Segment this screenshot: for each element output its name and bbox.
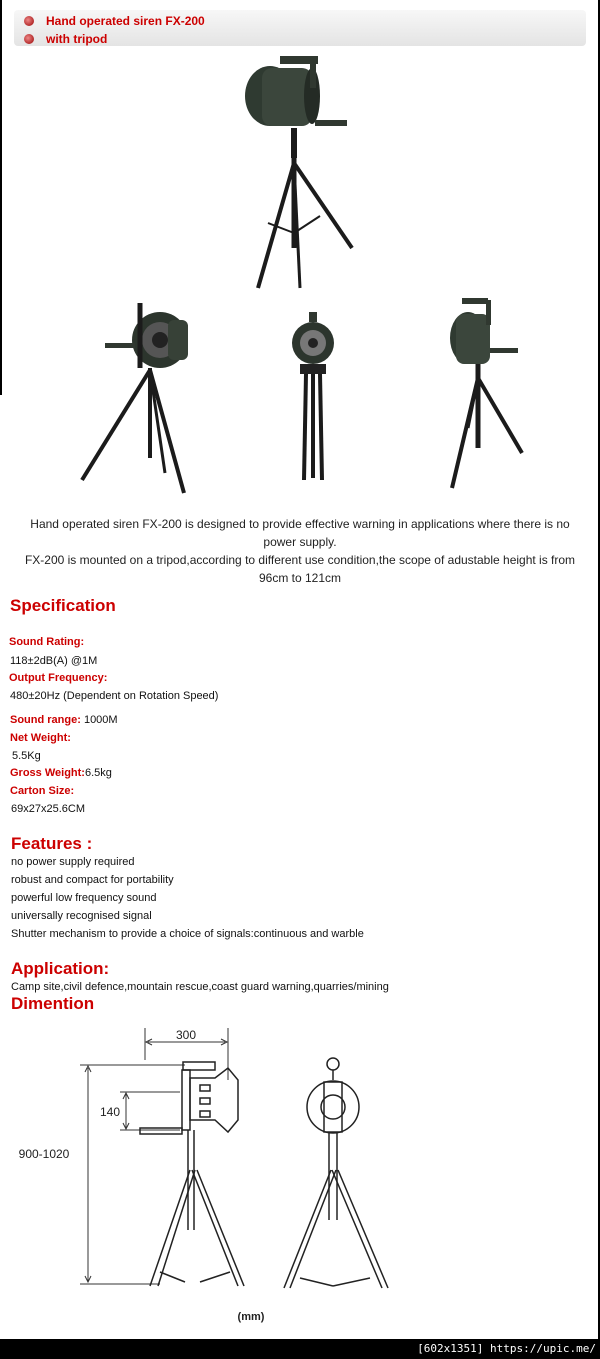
output-frequency-label: Output Frequency: (9, 672, 108, 684)
gross-weight-label: Gross Weight: (10, 767, 85, 779)
application-text: Camp site,civil defence,mountain rescue,coast guard warning,quarries/mining (11, 981, 389, 993)
header-line-1[interactable] (24, 14, 205, 28)
gross-weight-row (10, 767, 112, 779)
siren-photo-main (245, 56, 352, 288)
product-header (14, 10, 586, 46)
siren-photo-middle (292, 312, 334, 480)
carton-size-value: 69x27x25.6CM (11, 803, 85, 815)
description-line-2: power supply. (263, 535, 337, 549)
siren-photo-right (450, 298, 522, 488)
gross-weight-value: 6.5kg (84, 767, 112, 779)
dimension-drawing (0, 1020, 600, 1330)
height-label: 900-1020 (18, 1147, 70, 1161)
feature-item: Shutter mechanism to provide a choice of signals:continuous and warble (11, 928, 364, 940)
footer-caption[interactable]: [602x1351] https://upic.me/ (417, 1342, 596, 1355)
application-heading: Application: (11, 959, 110, 978)
sound-rating-value: 118±2dB(A) @1M (10, 655, 98, 667)
handle-label: 140 (99, 1105, 121, 1119)
dimention-heading: Dimention (11, 994, 95, 1013)
description-line-3: FX-200 is mounted on a tripod,according to different use condition,the scope of adustable height is from (24, 553, 576, 567)
header-title: Hand operated siren FX-200 (46, 14, 205, 28)
feature-item: no power supply required (11, 856, 135, 868)
specification-heading: Specification (10, 596, 116, 615)
header-subtitle: with tripod (46, 32, 108, 46)
siren-front-view (284, 1058, 388, 1288)
header-line-2[interactable] (24, 32, 107, 46)
sound-range-label: Sound range: (10, 714, 81, 726)
siren-photo-left (82, 303, 188, 493)
sound-rating-label: Sound Rating: (9, 636, 85, 648)
width-label: 300 (175, 1028, 197, 1042)
features-heading: Features : (11, 834, 93, 853)
sound-range-row (10, 714, 118, 726)
feature-item: universally recognised signal (11, 910, 152, 922)
siren-side-view (140, 1062, 244, 1286)
footer-bar (0, 1339, 600, 1359)
net-weight-label: Net Weight: (10, 732, 71, 744)
net-weight-value: 5.5Kg (12, 750, 41, 762)
product-photos (0, 48, 600, 498)
feature-item: powerful low frequency sound (11, 892, 157, 904)
handle-dimension-line (120, 1092, 180, 1130)
description-line-4: 96cm to 121cm (258, 571, 342, 585)
bullet-icon (24, 34, 34, 44)
description-line-1: Hand operated siren FX-200 is designed to provide effective warning in applications where there is no (30, 517, 570, 531)
sound-range-value: 1000M (80, 714, 118, 726)
carton-size-label: Carton Size: (10, 785, 75, 797)
bullet-icon (24, 16, 34, 26)
output-frequency-value: 480±20Hz (Dependent on Rotation Speed) (10, 690, 219, 702)
unit-label: (mm) (237, 1311, 265, 1323)
feature-item: robust and compact for portability (11, 874, 174, 886)
